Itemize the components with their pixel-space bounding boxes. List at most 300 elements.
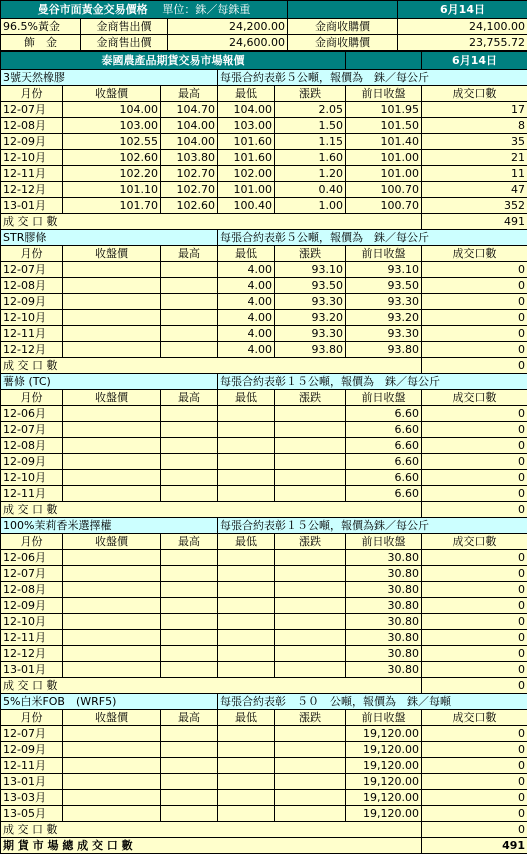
cell-prev-close: 30.80 <box>346 582 422 598</box>
cell-high <box>161 774 218 790</box>
cell-month: 12-11月 <box>1 166 63 182</box>
cell-prev-close: 100.70 <box>346 182 422 198</box>
cell-close <box>63 326 161 342</box>
cell-prev-close: 6.60 <box>346 470 422 486</box>
cell-low <box>218 566 275 582</box>
cell-change <box>275 422 346 438</box>
cell-month: 12-09月 <box>1 294 63 310</box>
column-header-close: 收盤價 <box>63 246 161 262</box>
cell-prev-close: 30.80 <box>346 550 422 566</box>
column-header-close: 收盤價 <box>63 86 161 102</box>
table-row <box>1 294 527 310</box>
section-title-row <box>1 694 527 710</box>
column-header-change: 漲跌 <box>275 534 346 550</box>
section-total-row <box>1 678 527 694</box>
cell-month: 12-11月 <box>1 326 63 342</box>
cell-volume: 0 <box>422 758 527 774</box>
cell-close: 101.10 <box>63 182 161 198</box>
cell-month: 12-09月 <box>1 742 63 758</box>
cell-volume: 0 <box>422 486 527 502</box>
cell-low <box>218 582 275 598</box>
cell-close <box>63 470 161 486</box>
column-header-volume: 成交口數 <box>422 710 527 726</box>
cell-low: 102.00 <box>218 166 275 182</box>
section-total-label: 成 交 口 數 <box>1 822 422 838</box>
table-row <box>1 758 527 774</box>
cell-close <box>63 614 161 630</box>
column-header-high: 最高 <box>161 534 218 550</box>
column-header-change: 漲跌 <box>275 246 346 262</box>
cell-low <box>218 630 275 646</box>
table-row <box>1 726 527 742</box>
cell-change <box>275 742 346 758</box>
cell-low <box>218 614 275 630</box>
gold-buy-value: 23,755.72 <box>398 35 527 51</box>
cell-close: 103.00 <box>63 118 161 134</box>
cell-low <box>218 790 275 806</box>
cell-low <box>218 550 275 566</box>
cell-month: 12-12月 <box>1 182 63 198</box>
cell-volume: 0 <box>422 774 527 790</box>
cell-prev-close: 6.60 <box>346 486 422 502</box>
futures-header-spacer <box>346 52 422 70</box>
cell-low: 103.00 <box>218 118 275 134</box>
column-header-month: 月份 <box>1 710 63 726</box>
cell-close: 102.60 <box>63 150 161 166</box>
cell-volume: 0 <box>422 454 527 470</box>
column-header-prev-close: 前日收盤 <box>346 710 422 726</box>
cell-change: 93.30 <box>275 326 346 342</box>
cell-close <box>63 598 161 614</box>
cell-prev-close: 93.30 <box>346 326 422 342</box>
gold-row <box>1 19 527 35</box>
section-total-value: 0 <box>422 358 527 374</box>
gold-name: 96.5%黃金 <box>1 19 81 35</box>
table-row <box>1 470 527 486</box>
cell-prev-close: 19,120.00 <box>346 790 422 806</box>
cell-low <box>218 454 275 470</box>
cell-change <box>275 630 346 646</box>
cell-close <box>63 438 161 454</box>
cell-close <box>63 278 161 294</box>
column-header-row <box>1 534 527 550</box>
cell-volume: 0 <box>422 422 527 438</box>
cell-month: 12-08月 <box>1 278 63 294</box>
cell-low: 101.60 <box>218 134 275 150</box>
section-total-value: 0 <box>422 678 527 694</box>
cell-prev-close: 19,120.00 <box>346 742 422 758</box>
column-header-high: 最高 <box>161 710 218 726</box>
cell-high <box>161 294 218 310</box>
cell-volume: 0 <box>422 582 527 598</box>
cell-high <box>161 454 218 470</box>
section-total-label: 成 交 口 數 <box>1 678 422 694</box>
cell-month: 12-08月 <box>1 118 63 134</box>
cell-low <box>218 742 275 758</box>
cell-volume: 0 <box>422 294 527 310</box>
gold-sell-label: 金商售出價 <box>81 35 168 51</box>
column-header-volume: 成交口數 <box>422 534 527 550</box>
column-header-row <box>1 86 527 102</box>
table-row <box>1 438 527 454</box>
cell-prev-close: 30.80 <box>346 614 422 630</box>
cell-month: 12-08月 <box>1 438 63 454</box>
cell-change <box>275 566 346 582</box>
cell-prev-close: 19,120.00 <box>346 806 422 822</box>
cell-high <box>161 342 218 358</box>
cell-prev-close: 93.50 <box>346 278 422 294</box>
cell-close: 101.70 <box>63 198 161 214</box>
cell-low: 4.00 <box>218 310 275 326</box>
gold-sell-label: 金商售出價 <box>81 19 168 35</box>
cell-high <box>161 310 218 326</box>
cell-month: 12-07月 <box>1 726 63 742</box>
column-header-low: 最低 <box>218 246 275 262</box>
cell-change <box>275 470 346 486</box>
table-row <box>1 662 527 678</box>
cell-month: 13-01月 <box>1 774 63 790</box>
cell-change: 93.50 <box>275 278 346 294</box>
column-header-month: 月份 <box>1 390 63 406</box>
cell-prev-close: 6.60 <box>346 454 422 470</box>
column-header-row <box>1 710 527 726</box>
cell-high <box>161 566 218 582</box>
table-row <box>1 198 527 214</box>
section-total-row <box>1 358 527 374</box>
column-header-high: 最高 <box>161 390 218 406</box>
cell-month: 12-09月 <box>1 454 63 470</box>
table-row <box>1 326 527 342</box>
section-title-row <box>1 70 527 86</box>
cell-high <box>161 326 218 342</box>
cell-high <box>161 630 218 646</box>
cell-change <box>275 598 346 614</box>
cell-close <box>63 566 161 582</box>
cell-high <box>161 758 218 774</box>
column-header-volume: 成交口數 <box>422 246 527 262</box>
cell-prev-close: 101.95 <box>346 102 422 118</box>
table-row <box>1 486 527 502</box>
cell-volume: 47 <box>422 182 527 198</box>
section-total-row <box>1 822 527 838</box>
cell-change <box>275 438 346 454</box>
cell-month: 12-10月 <box>1 614 63 630</box>
cell-close <box>63 294 161 310</box>
cell-high <box>161 662 218 678</box>
cell-low: 101.00 <box>218 182 275 198</box>
table-row <box>1 454 527 470</box>
cell-close: 102.55 <box>63 134 161 150</box>
column-header-high: 最高 <box>161 246 218 262</box>
cell-month: 12-08月 <box>1 582 63 598</box>
cell-high: 103.80 <box>161 150 218 166</box>
table-row <box>1 134 527 150</box>
cell-volume: 0 <box>422 262 527 278</box>
grand-total-value: 491 <box>422 838 527 854</box>
cell-high <box>161 726 218 742</box>
cell-month: 13-01月 <box>1 198 63 214</box>
cell-volume: 0 <box>422 726 527 742</box>
cell-low <box>218 598 275 614</box>
cell-month: 12-07月 <box>1 422 63 438</box>
cell-high <box>161 550 218 566</box>
cell-volume: 0 <box>422 406 527 422</box>
table-row <box>1 118 527 134</box>
cell-change <box>275 454 346 470</box>
cell-month: 12-11月 <box>1 630 63 646</box>
cell-high <box>161 582 218 598</box>
section-total-row <box>1 214 527 230</box>
cell-close <box>63 406 161 422</box>
cell-high: 104.00 <box>161 118 218 134</box>
gold-buy-value: 24,100.00 <box>398 19 527 35</box>
cell-month: 12-07月 <box>1 566 63 582</box>
column-header-prev-close: 前日收盤 <box>346 390 422 406</box>
column-header-month: 月份 <box>1 86 63 102</box>
cell-close <box>63 646 161 662</box>
section-total-value: 0 <box>422 502 527 518</box>
column-header-change: 漲跌 <box>275 86 346 102</box>
cell-volume: 21 <box>422 150 527 166</box>
cell-close <box>63 550 161 566</box>
cell-change <box>275 486 346 502</box>
cell-close <box>63 310 161 326</box>
cell-low: 4.00 <box>218 326 275 342</box>
cell-close <box>63 630 161 646</box>
cell-volume: 0 <box>422 326 527 342</box>
column-header-month: 月份 <box>1 246 63 262</box>
cell-close <box>63 758 161 774</box>
cell-close <box>63 662 161 678</box>
cell-volume: 0 <box>422 310 527 326</box>
cell-close <box>63 262 161 278</box>
gold-buy-label: 金商收購價 <box>288 19 398 35</box>
column-header-row <box>1 246 527 262</box>
cell-month: 12-10月 <box>1 150 63 166</box>
cell-volume: 0 <box>422 806 527 822</box>
cell-change <box>275 646 346 662</box>
cell-low: 4.00 <box>218 342 275 358</box>
cell-high <box>161 486 218 502</box>
cell-close <box>63 454 161 470</box>
cell-close <box>63 582 161 598</box>
cell-prev-close: 93.80 <box>346 342 422 358</box>
cell-prev-close: 93.30 <box>346 294 422 310</box>
table-row <box>1 582 527 598</box>
column-header-month: 月份 <box>1 534 63 550</box>
cell-high <box>161 742 218 758</box>
cell-low <box>218 646 275 662</box>
cell-prev-close: 19,120.00 <box>346 774 422 790</box>
cell-month: 12-12月 <box>1 646 63 662</box>
cell-low <box>218 438 275 454</box>
cell-close: 102.20 <box>63 166 161 182</box>
cell-low: 100.40 <box>218 198 275 214</box>
section-title-row <box>1 518 527 534</box>
cell-prev-close: 30.80 <box>346 646 422 662</box>
cell-high <box>161 438 218 454</box>
cell-close <box>63 726 161 742</box>
table-row <box>1 566 527 582</box>
cell-change <box>275 758 346 774</box>
cell-high: 104.70 <box>161 102 218 118</box>
cell-volume: 0 <box>422 630 527 646</box>
cell-volume: 0 <box>422 614 527 630</box>
cell-month: 13-01月 <box>1 662 63 678</box>
cell-high <box>161 470 218 486</box>
cell-prev-close: 6.60 <box>346 438 422 454</box>
grand-total-label: 期 貨 市 場 總 成 交 口 數 <box>1 838 422 854</box>
column-header-row <box>1 390 527 406</box>
table-row <box>1 150 527 166</box>
cell-volume: 0 <box>422 662 527 678</box>
table-row <box>1 630 527 646</box>
cell-volume: 0 <box>422 342 527 358</box>
cell-month: 12-09月 <box>1 134 63 150</box>
cell-volume: 8 <box>422 118 527 134</box>
cell-volume: 0 <box>422 790 527 806</box>
cell-prev-close: 19,120.00 <box>346 726 422 742</box>
gold-sell-value: 24,600.00 <box>168 35 288 51</box>
cell-volume: 0 <box>422 278 527 294</box>
cell-prev-close: 101.50 <box>346 118 422 134</box>
gold-buy-label: 金商收購價 <box>288 35 398 51</box>
table-row <box>1 422 527 438</box>
section-name: 3號天然橡膠 <box>1 70 218 86</box>
section-contract-spec: 每張合約表彰１５公噸，報價為銖／每公斤 <box>218 518 527 534</box>
cell-change: 1.60 <box>275 150 346 166</box>
cell-volume: 352 <box>422 198 527 214</box>
section-total-row <box>1 502 527 518</box>
cell-prev-close: 30.80 <box>346 598 422 614</box>
column-header-close: 收盤價 <box>63 390 161 406</box>
cell-month: 12-06月 <box>1 550 63 566</box>
grand-total-row <box>1 838 527 854</box>
cell-change: 93.20 <box>275 310 346 326</box>
section-title-row <box>1 374 527 390</box>
cell-month: 12-12月 <box>1 342 63 358</box>
cell-low <box>218 758 275 774</box>
section-total-value: 491 <box>422 214 527 230</box>
cell-volume: 0 <box>422 646 527 662</box>
column-header-volume: 成交口數 <box>422 86 527 102</box>
section-name: STR膠條 <box>1 230 218 246</box>
cell-month: 12-09月 <box>1 598 63 614</box>
table-row <box>1 102 527 118</box>
cell-prev-close: 100.70 <box>346 198 422 214</box>
section-total-label: 成 交 口 數 <box>1 214 422 230</box>
cell-high <box>161 646 218 662</box>
cell-low: 4.00 <box>218 294 275 310</box>
cell-change <box>275 614 346 630</box>
cell-month: 12-11月 <box>1 758 63 774</box>
cell-change: 1.50 <box>275 118 346 134</box>
cell-prev-close: 101.00 <box>346 150 422 166</box>
cell-month: 13-03月 <box>1 790 63 806</box>
cell-volume: 17 <box>422 102 527 118</box>
cell-change <box>275 774 346 790</box>
cell-prev-close: 19,120.00 <box>346 758 422 774</box>
section-contract-spec: 每張合約表彰５公噸，報價為 銖／每公斤 <box>218 230 527 246</box>
futures-date: 6月14日 <box>422 52 527 70</box>
cell-change <box>275 550 346 566</box>
cell-change <box>275 406 346 422</box>
cell-close <box>63 342 161 358</box>
table-row <box>1 406 527 422</box>
cell-change: 93.30 <box>275 294 346 310</box>
table-row <box>1 614 527 630</box>
column-header-prev-close: 前日收盤 <box>346 86 422 102</box>
cell-month: 12-10月 <box>1 470 63 486</box>
column-header-low: 最低 <box>218 710 275 726</box>
column-header-low: 最低 <box>218 390 275 406</box>
section-total-label: 成 交 口 數 <box>1 502 422 518</box>
gold-title: 曼谷市面黃金交易價格 單位：銖／每銖重 <box>1 1 288 19</box>
cell-volume: 35 <box>422 134 527 150</box>
cell-prev-close: 30.80 <box>346 566 422 582</box>
cell-high: 104.00 <box>161 134 218 150</box>
cell-close <box>63 486 161 502</box>
column-header-close: 收盤價 <box>63 710 161 726</box>
section-name: 100%茉莉香米選擇權 <box>1 518 218 534</box>
cell-change: 1.00 <box>275 198 346 214</box>
cell-change: 1.15 <box>275 134 346 150</box>
gold-name: 飾 金 <box>1 35 81 51</box>
cell-change <box>275 790 346 806</box>
gold-sell-value: 24,200.00 <box>168 19 288 35</box>
cell-prev-close: 101.40 <box>346 134 422 150</box>
cell-prev-close: 30.80 <box>346 662 422 678</box>
cell-change: 93.10 <box>275 262 346 278</box>
cell-change <box>275 726 346 742</box>
cell-close <box>63 742 161 758</box>
table-row <box>1 262 527 278</box>
futures-title: 泰國農產品期貨交易市場報價 <box>1 52 346 70</box>
futures-header-row <box>1 52 527 70</box>
table-row <box>1 342 527 358</box>
cell-low <box>218 406 275 422</box>
section-total-value: 0 <box>422 822 527 838</box>
table-row <box>1 598 527 614</box>
table-row <box>1 774 527 790</box>
table-row <box>1 166 527 182</box>
table-row <box>1 790 527 806</box>
cell-volume: 0 <box>422 566 527 582</box>
gold-date: 6月14日 <box>398 1 527 19</box>
column-header-prev-close: 前日收盤 <box>346 246 422 262</box>
cell-prev-close: 93.10 <box>346 262 422 278</box>
cell-high <box>161 598 218 614</box>
cell-change: 0.40 <box>275 182 346 198</box>
cell-month: 13-05月 <box>1 806 63 822</box>
cell-month: 12-11月 <box>1 486 63 502</box>
cell-high <box>161 278 218 294</box>
cell-change <box>275 582 346 598</box>
cell-month: 12-07月 <box>1 102 63 118</box>
cell-close: 104.00 <box>63 102 161 118</box>
gold-price-table <box>0 0 527 51</box>
column-header-change: 漲跌 <box>275 710 346 726</box>
cell-change: 2.05 <box>275 102 346 118</box>
cell-low <box>218 726 275 742</box>
section-contract-spec: 每張合約表彰 ５０ 公噸，報價為 銖／每噸 <box>218 694 527 710</box>
section-contract-spec: 每張合約表彰５公噸，報價為 銖／每公斤 <box>218 70 527 86</box>
cell-low: 104.00 <box>218 102 275 118</box>
column-header-low: 最低 <box>218 534 275 550</box>
cell-volume: 0 <box>422 438 527 454</box>
cell-volume: 0 <box>422 470 527 486</box>
cell-high <box>161 790 218 806</box>
